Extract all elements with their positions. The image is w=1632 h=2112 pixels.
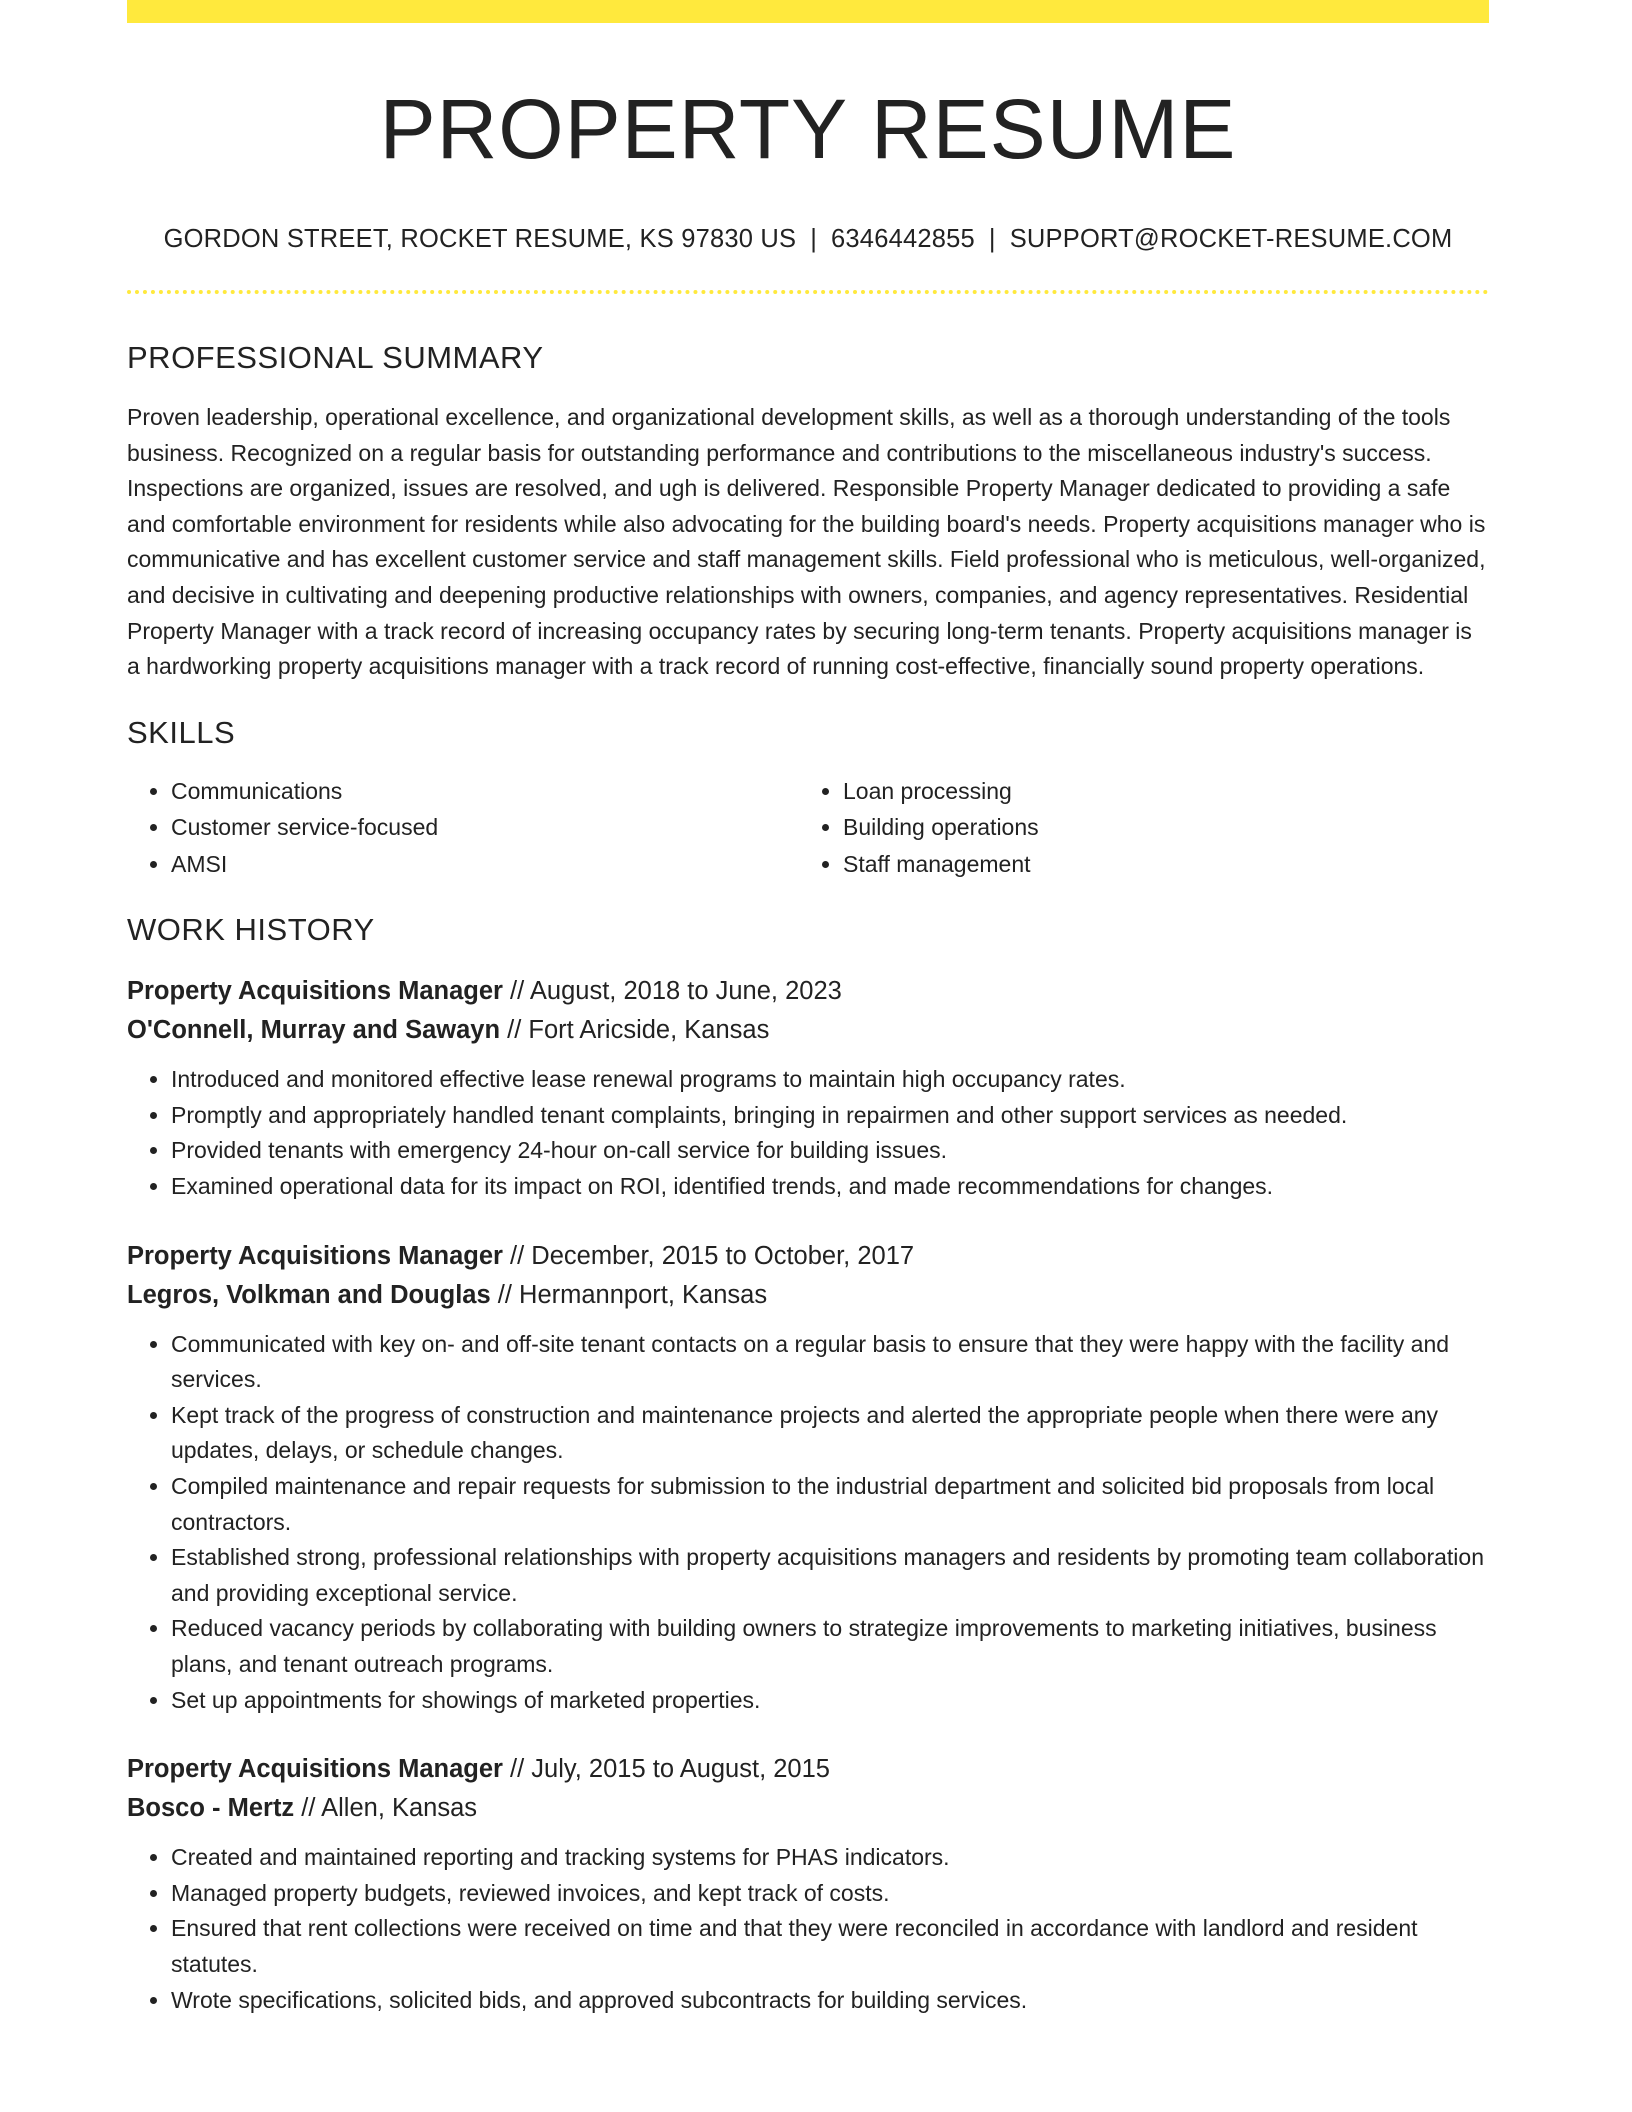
job-bullets [127,1062,1489,1204]
contact-email: SUPPORT@ROCKET-RESUME.COM [1009,225,1453,253]
skills-column-right [799,773,1471,883]
dotted-divider [127,290,1489,294]
job-bullet: • Kept track of the progress of construction and maintenance projects and alerted the appropriate people when there were any updates, delays, or schedule changes. [171,1398,1489,1469]
job-company: O'Connell, Murray and Sawayn [127,1016,501,1045]
job-location: // Hermannport, Kansas [490,1280,768,1309]
job-bullet: • Compiled maintenance and repair requests for submission to the industrial department and solicited bid proposals from local contractors. [171,1469,1489,1540]
job-bullet: • Set up appointments for showings of marketed properties. [171,1683,1489,1719]
skills-column-left [127,773,799,883]
job-role-line [127,1750,1489,1789]
job-location: // Allen, Kansas [294,1794,478,1823]
job-company-line [127,1011,1489,1050]
skill-item: • Staff management [843,846,1471,883]
skills-heading: SKILLS [127,714,236,750]
top-accent-bar [127,0,1489,23]
job-entry [127,1750,1489,2018]
contact-address: GORDON STREET, ROCKET RESUME, KS 97830 US [163,225,797,253]
job-bullet: • Ensured that rent collections were received on time and that they were reconciled in accordance with landlord and resident statutes. [171,1911,1489,1982]
job-bullet: • Communicated with key on- and off-site tenant contacts on a regular basis to ensure that they were happy with the facility and services. [171,1327,1489,1398]
job-bullet: • Established strong, professional relationships with property acquisitions managers and residents by promoting team collaboration and providing exceptional service. [171,1540,1489,1611]
skill-item: • Communications [171,773,799,810]
contact-separator: | [810,225,818,253]
job-company: Bosco - Mertz [127,1794,295,1823]
skill-item: • Building operations [843,809,1471,846]
job-entry [127,1237,1489,1719]
work-history-heading: WORK HISTORY [127,912,375,948]
job-bullet: • Created and maintained reporting and tracking systems for PHAS indicators. [171,1840,1489,1876]
job-bullets [127,1327,1489,1719]
summary-heading: PROFESSIONAL SUMMARY [127,340,544,375]
job-bullet: • Managed property budgets, reviewed invoices, and kept track of costs. [171,1876,1489,1912]
job-bullet: • Promptly and appropriately handled tenant complaints, bringing in repairmen and other support services as needed. [171,1098,1489,1134]
contact-line [127,223,1489,255]
resume-content [127,23,1489,2018]
job-dates: // August, 2018 to June, 2023 [502,977,842,1006]
skill-item: • Customer service-focused [171,809,799,846]
skill-item: • AMSI [171,846,799,883]
job-bullet: • Reduced vacancy periods by collaborating with building owners to strategize improvements to marketing initiatives, business plans, and tenant outreach programs. [171,1611,1489,1682]
job-bullets [127,1840,1489,2018]
job-company-line [127,1789,1489,1828]
job-bullet: • Provided tenants with emergency 24-hour on-call service for building issues. [171,1133,1489,1169]
job-role-line [127,972,1489,1011]
job-bullet: • Wrote specifications, solicited bids, and approved subcontracts for building services. [171,1983,1489,2019]
job-dates: // December, 2015 to October, 2017 [502,1241,915,1270]
skill-item: • Loan processing [843,773,1471,810]
job-role: Property Acquisitions Manager [127,1755,503,1784]
job-company: Legros, Volkman and Douglas [127,1280,491,1309]
summary-text: Proven leadership, operational excellence, and organizational development skills, as well as a thorough understanding of the tools business. Recognized on a regular basis for outstanding performance and contributions to the miscellaneous industry's success. Inspections are organized, issues are resolved, and ugh is delivered. Responsible Property Manager dedicated to providing a safe and comfortable environment for residents while also advocating for the building board's needs. Property acquisitions manager who is communicative and has excellent customer service and staff management skills. Field professional who is meticulous, well-organized, and decisive in cultivating and deepening productive relationships with owners, companies, and agency representatives. Residential Property Manager with a track record of increasing occupancy rates by securing long-term tenants. Property acquisitions manager is a hardworking property acquisitions manager with a track record of running cost-effective, financially sound property operations. [127,404,1486,680]
skills-list [127,773,1489,883]
job-bullet: • Examined operational data for its impact on ROI, identified trends, and made recommendations for changes. [171,1169,1489,1205]
resume-name: PROPERTY RESUME [379,82,1237,176]
job-company-line [127,1276,1489,1315]
job-bullet: • Introduced and monitored effective lease renewal programs to maintain high occupancy rates. [171,1062,1489,1098]
job-role-line [127,1237,1489,1276]
job-location: // Fort Aricside, Kansas [500,1016,770,1045]
job-entry [127,972,1489,1204]
job-dates: // July, 2015 to August, 2015 [502,1755,830,1784]
contact-separator: | [988,225,996,253]
contact-phone: 6346442855 [831,225,975,253]
job-role: Property Acquisitions Manager [127,1241,503,1270]
job-role: Property Acquisitions Manager [127,977,503,1006]
